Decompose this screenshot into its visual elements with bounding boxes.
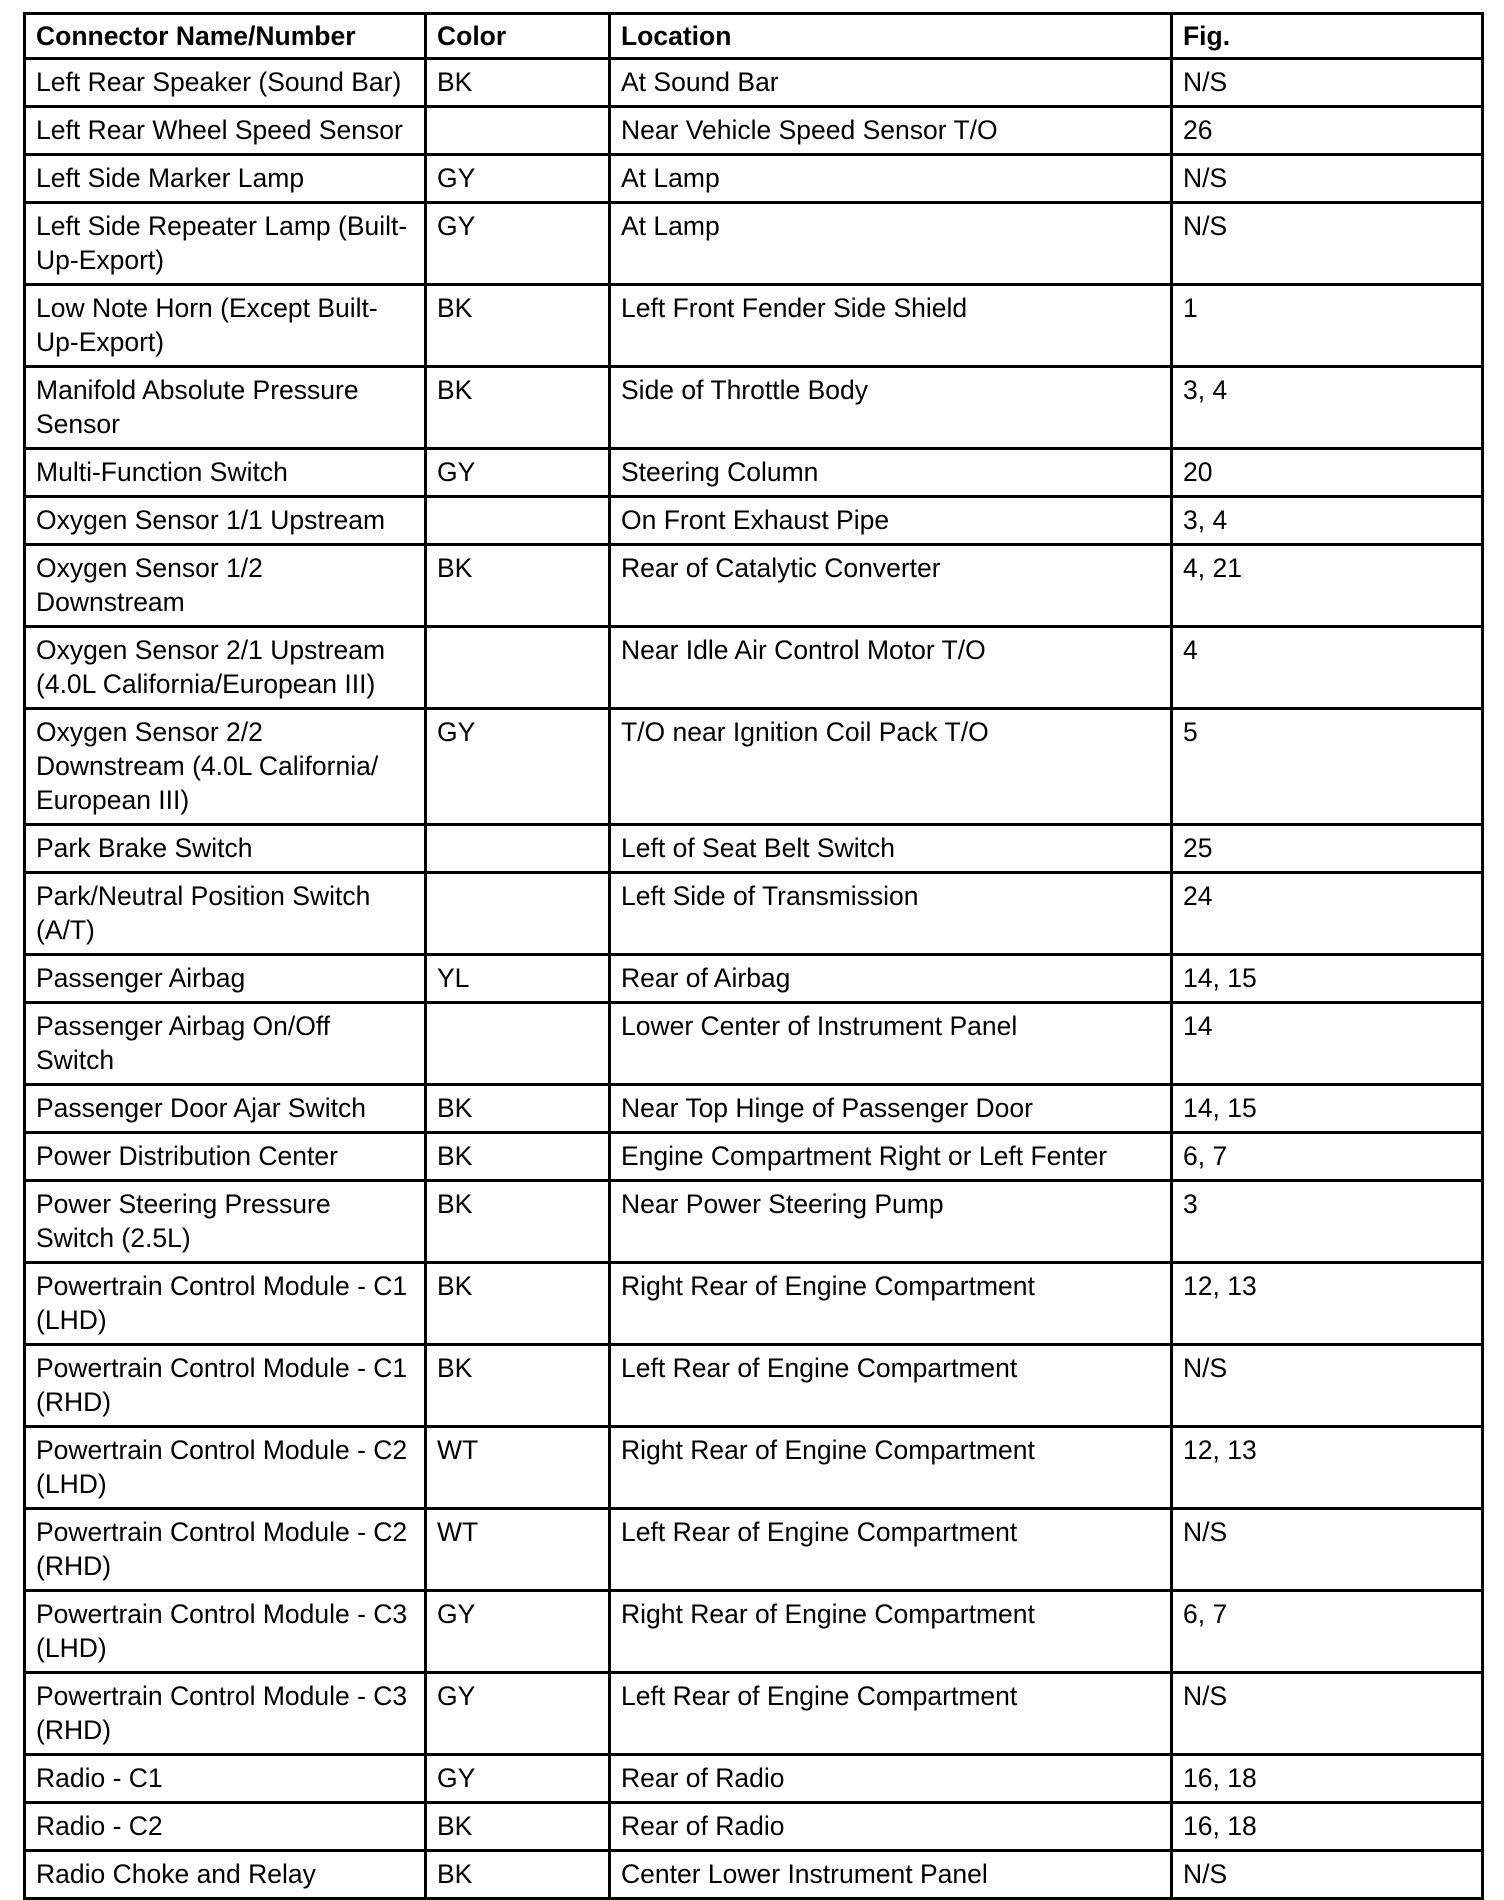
table-row: [25, 1181, 1483, 1263]
header-connector-name: Connector Name/Number: [25, 14, 426, 59]
table-row: [25, 155, 1483, 203]
cell-connector-name: Left Rear Speaker (Sound Bar): [25, 59, 426, 107]
cell-fig: N/S: [1172, 59, 1483, 107]
cell-fig: 1: [1172, 285, 1483, 367]
cell-fig: 6, 7: [1172, 1591, 1483, 1673]
cell-fig: 12, 13: [1172, 1427, 1483, 1509]
cell-location: Right Rear of Engine Compartment: [610, 1263, 1172, 1345]
cell-connector-name: Power Steering Pressure Switch (2.5L): [25, 1181, 426, 1263]
cell-fig: N/S: [1172, 155, 1483, 203]
cell-connector-name: Powertrain Control Module - C1 (LHD): [25, 1263, 426, 1345]
cell-fig: 14, 15: [1172, 1085, 1483, 1133]
cell-location: Side of Throttle Body: [610, 367, 1172, 449]
cell-location: T/O near Ignition Coil Pack T/O: [610, 709, 1172, 825]
cell-fig: 4, 21: [1172, 545, 1483, 627]
cell-color: GY: [426, 449, 610, 497]
cell-connector-name: Powertrain Control Module - C3 (LHD): [25, 1591, 426, 1673]
cell-location: Rear of Radio: [610, 1755, 1172, 1803]
cell-connector-name: Radio - C2: [25, 1803, 426, 1851]
cell-fig: 6, 7: [1172, 1133, 1483, 1181]
cell-color: BK: [426, 1181, 610, 1263]
cell-location: Right Rear of Engine Compartment: [610, 1427, 1172, 1509]
cell-color: GY: [426, 1673, 610, 1755]
cell-color: GY: [426, 155, 610, 203]
cell-color: GY: [426, 1755, 610, 1803]
connector-location-table: [23, 12, 1484, 1900]
table-row: [25, 1427, 1483, 1509]
cell-location: Left Rear of Engine Compartment: [610, 1509, 1172, 1591]
cell-color: BK: [426, 1133, 610, 1181]
cell-fig: 3: [1172, 1181, 1483, 1263]
cell-connector-name: Oxygen Sensor 1/1 Upstream: [25, 497, 426, 545]
cell-color: BK: [426, 367, 610, 449]
cell-location: Center Lower Instrument Panel: [610, 1851, 1172, 1899]
cell-location: Engine Compartment Right or Left Fenter: [610, 1133, 1172, 1181]
cell-connector-name: Left Side Marker Lamp: [25, 155, 426, 203]
cell-fig: 24: [1172, 873, 1483, 955]
table-row: [25, 285, 1483, 367]
cell-fig: N/S: [1172, 1509, 1483, 1591]
table-row: [25, 1085, 1483, 1133]
header-location: Location: [610, 14, 1172, 59]
cell-connector-name: Low Note Horn (Except Built-Up-Export): [25, 285, 426, 367]
table-row: [25, 1263, 1483, 1345]
cell-connector-name: Power Distribution Center: [25, 1133, 426, 1181]
table-row: [25, 1133, 1483, 1181]
cell-connector-name: Radio - C1: [25, 1755, 426, 1803]
cell-connector-name: Park Brake Switch: [25, 825, 426, 873]
table-row: [25, 1803, 1483, 1851]
table-row: [25, 1755, 1483, 1803]
cell-location: At Sound Bar: [610, 59, 1172, 107]
cell-location: Lower Center of Instrument Panel: [610, 1003, 1172, 1085]
table-row: [25, 545, 1483, 627]
cell-color: WT: [426, 1427, 610, 1509]
table-row: [25, 1673, 1483, 1755]
table-row: [25, 709, 1483, 825]
table-row: [25, 873, 1483, 955]
cell-location: Near Idle Air Control Motor T/O: [610, 627, 1172, 709]
cell-color: BK: [426, 1803, 610, 1851]
table-row: [25, 627, 1483, 709]
table-row: [25, 955, 1483, 1003]
cell-location: Left Front Fender Side Shield: [610, 285, 1172, 367]
table-row: [25, 367, 1483, 449]
cell-color: GY: [426, 203, 610, 285]
cell-fig: 3, 4: [1172, 497, 1483, 545]
cell-color: [426, 1003, 610, 1085]
cell-connector-name: Passenger Airbag On/Off Switch: [25, 1003, 426, 1085]
cell-fig: 20: [1172, 449, 1483, 497]
cell-location: Left Side of Transmission: [610, 873, 1172, 955]
cell-color: [426, 873, 610, 955]
cell-color: [426, 497, 610, 545]
table-row: [25, 203, 1483, 285]
cell-connector-name: Left Rear Wheel Speed Sensor: [25, 107, 426, 155]
cell-fig: 14, 15: [1172, 955, 1483, 1003]
cell-connector-name: Radio Choke and Relay: [25, 1851, 426, 1899]
cell-color: [426, 107, 610, 155]
cell-connector-name: Multi-Function Switch: [25, 449, 426, 497]
cell-fig: N/S: [1172, 1345, 1483, 1427]
cell-fig: 16, 18: [1172, 1755, 1483, 1803]
cell-connector-name: Passenger Airbag: [25, 955, 426, 1003]
cell-fig: 14: [1172, 1003, 1483, 1085]
cell-location: Near Top Hinge of Passenger Door: [610, 1085, 1172, 1133]
cell-fig: 25: [1172, 825, 1483, 873]
cell-color: [426, 627, 610, 709]
cell-location: At Lamp: [610, 203, 1172, 285]
table-row: [25, 1851, 1483, 1899]
table-body: [25, 59, 1483, 1899]
cell-location: Rear of Airbag: [610, 955, 1172, 1003]
cell-color: [426, 825, 610, 873]
cell-connector-name: Oxygen Sensor 1/2 Downstream: [25, 545, 426, 627]
cell-location: Steering Column: [610, 449, 1172, 497]
cell-connector-name: Powertrain Control Module - C3 (RHD): [25, 1673, 426, 1755]
cell-color: BK: [426, 59, 610, 107]
table-header-row: [25, 14, 1483, 59]
cell-connector-name: Powertrain Control Module - C2 (LHD): [25, 1427, 426, 1509]
cell-color: BK: [426, 1085, 610, 1133]
cell-connector-name: Passenger Door Ajar Switch: [25, 1085, 426, 1133]
cell-fig: 12, 13: [1172, 1263, 1483, 1345]
table-row: [25, 497, 1483, 545]
cell-color: WT: [426, 1509, 610, 1591]
table-row: [25, 1003, 1483, 1085]
cell-fig: N/S: [1172, 203, 1483, 285]
cell-color: GY: [426, 1591, 610, 1673]
cell-fig: 5: [1172, 709, 1483, 825]
cell-color: YL: [426, 955, 610, 1003]
cell-location: Rear of Radio: [610, 1803, 1172, 1851]
cell-location: Near Vehicle Speed Sensor T/O: [610, 107, 1172, 155]
table-row: [25, 1345, 1483, 1427]
cell-location: On Front Exhaust Pipe: [610, 497, 1172, 545]
cell-location: Left Rear of Engine Compartment: [610, 1673, 1172, 1755]
cell-connector-name: Manifold Absolute Pressure Sensor: [25, 367, 426, 449]
cell-color: BK: [426, 1345, 610, 1427]
cell-location: Right Rear of Engine Compartment: [610, 1591, 1172, 1673]
cell-color: BK: [426, 1851, 610, 1899]
cell-connector-name: Powertrain Control Module - C1 (RHD): [25, 1345, 426, 1427]
cell-connector-name: Powertrain Control Module - C2 (RHD): [25, 1509, 426, 1591]
cell-location: Near Power Steering Pump: [610, 1181, 1172, 1263]
table-row: [25, 449, 1483, 497]
cell-color: BK: [426, 1263, 610, 1345]
cell-location: Rear of Catalytic Converter: [610, 545, 1172, 627]
cell-fig: N/S: [1172, 1673, 1483, 1755]
cell-color: BK: [426, 285, 610, 367]
cell-connector-name: Oxygen Sensor 2/1 Upstream (4.0L California/European III): [25, 627, 426, 709]
table-row: [25, 59, 1483, 107]
header-color: Color: [426, 14, 610, 59]
cell-location: At Lamp: [610, 155, 1172, 203]
cell-connector-name: Left Side Repeater Lamp (Built-Up-Export): [25, 203, 426, 285]
table-row: [25, 1591, 1483, 1673]
header-fig: Fig.: [1172, 14, 1483, 59]
cell-location: Left of Seat Belt Switch: [610, 825, 1172, 873]
cell-fig: 3, 4: [1172, 367, 1483, 449]
cell-color: BK: [426, 545, 610, 627]
cell-fig: 16, 18: [1172, 1803, 1483, 1851]
cell-fig: 4: [1172, 627, 1483, 709]
table-row: [25, 107, 1483, 155]
table-row: [25, 1509, 1483, 1591]
cell-location: Left Rear of Engine Compartment: [610, 1345, 1172, 1427]
cell-color: GY: [426, 709, 610, 825]
cell-fig: N/S: [1172, 1851, 1483, 1899]
table-row: [25, 825, 1483, 873]
cell-fig: 26: [1172, 107, 1483, 155]
cell-connector-name: Park/Neutral Position Switch (A/T): [25, 873, 426, 955]
cell-connector-name: Oxygen Sensor 2/2 Downstream (4.0L California/ European III): [25, 709, 426, 825]
